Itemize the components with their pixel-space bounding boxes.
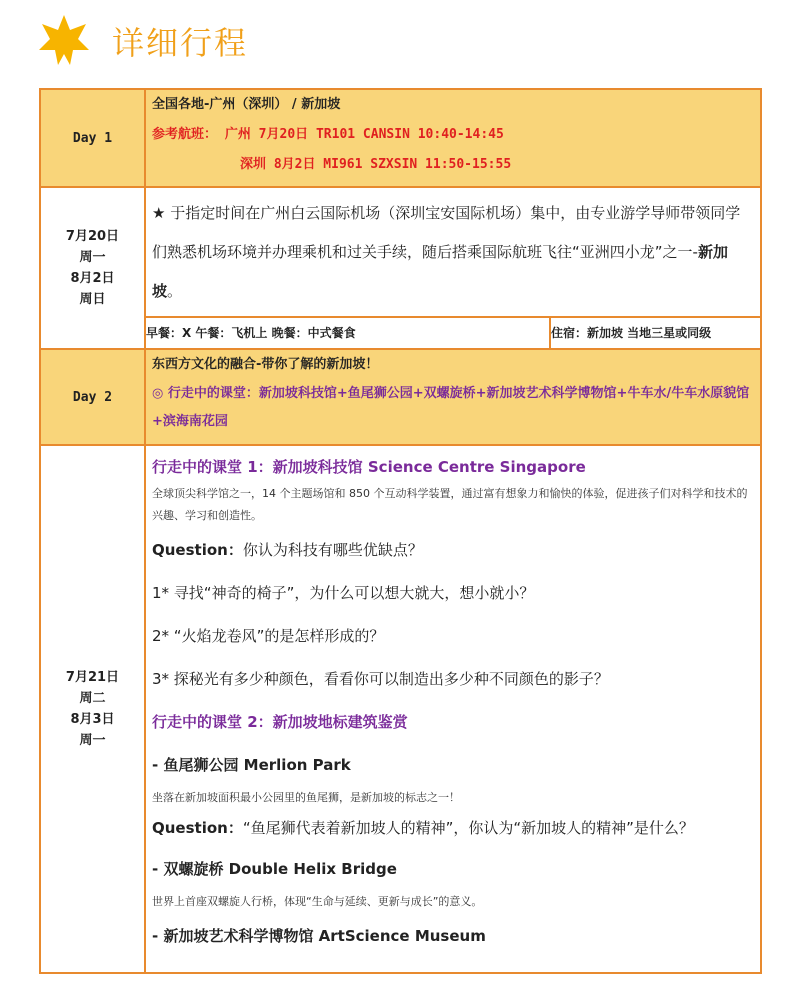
date-line: 周日 (79, 292, 106, 307)
date-line: 8月2日 (70, 271, 115, 286)
question-text: 你认为科技有哪些优缺点？ (242, 541, 423, 559)
day1-description (145, 187, 761, 317)
day1-desc-end: 。 (167, 282, 183, 300)
day1-hotel: 住宿：新加坡 当地三星或同级 (550, 317, 761, 349)
day1-desc-text: ★ 于指定时间在广州白云国际机场（深圳宝安国际机场）集中，由专业游学导师带领同学们熟悉机场环境并办理乘机和过关手续，随后搭乘国际航班飞往“亚洲四小龙”之一- (152, 204, 741, 261)
itinerary-table (39, 88, 762, 974)
museum-title: - 新加坡艺术科学博物馆 ArtScience Museum (152, 927, 486, 945)
question2-label: Question： (152, 819, 243, 837)
section1-title: 行走中的课堂 1：新加坡科技馆 Science Centre Singapore (152, 458, 586, 476)
question1 (146, 539, 760, 560)
day1-flight2: 深圳 8月2日 MI961 SZXSIN 11:50-15:55 (240, 157, 512, 172)
day2-theme: 东西方文化的融合-带你了解的新加坡！ (152, 357, 379, 372)
flight-prefix: 参考航班： (152, 127, 218, 142)
merlion-description: 坐落在新加坡面积最小公园里的鱼尾狮，是新加坡的标志之一！ (152, 791, 460, 804)
section1-description: 全球顶尖科学馆之一，14 个主题场馆和 850 个互动科学装置，通过富有想象力和愉快的体验，促进孩子们对科学和技术的兴趣、学习和创造性。 (152, 487, 748, 522)
q2-item: 2* “火焰龙卷风”的是怎样形成的？ (152, 627, 385, 645)
date-line: 周二 (79, 691, 106, 706)
day1-label: Day 1 (40, 89, 145, 187)
q1-item: 1* 寻找“神奇的椅子”，为什么可以想大就大，想小就小？ (152, 584, 535, 602)
day2-label: Day 2 (40, 349, 145, 445)
day2-details (145, 445, 761, 973)
page-header (0, 0, 800, 88)
page-title: 详细行程 (112, 24, 249, 62)
helix-description: 世界上首座双螺旋人行桥，体现“生命与延续、更新与成长”的意义。 (152, 895, 483, 908)
day1-route: 全国各地-广州（深圳） / 新加坡 (152, 97, 341, 112)
day1-summary (145, 89, 761, 187)
question2 (146, 817, 760, 838)
day2-summary (145, 349, 761, 445)
day2-classroom: ◎ 行走中的课堂：新加坡科技馆+鱼尾狮公园+双螺旋桥+新加坡艺术科学博物馆+牛车水/牛车水原貌馆+滨海南花园 (152, 386, 750, 429)
helix-title: - 双螺旋桥 Double Helix Bridge (152, 860, 397, 878)
question-label: Question： (152, 541, 243, 559)
day1-dates (40, 187, 145, 349)
date-line: 7月21日 (65, 670, 120, 685)
day1-flight1 (146, 120, 760, 150)
date-line: 周一 (79, 250, 106, 265)
q3-item: 3* 探秘光有多少种颜色，看看你可以制造出多少种不同颜色的影子？ (152, 670, 609, 688)
merlion-title: - 鱼尾狮公园 Merlion Park (152, 756, 351, 774)
day2-dates (40, 445, 145, 973)
section2-title: 行走中的课堂 2：新加坡地标建筑鉴赏 (152, 713, 408, 731)
flight1-detail: 广州 7月20日 TR101 CANSIN 10:40-14:45 (224, 127, 504, 142)
day1-meals: 早餐：X 午餐：飞机上 晚餐：中式餐食 (145, 317, 550, 349)
star-icon (38, 14, 90, 66)
day1-desc-bold: 新加坡 (152, 243, 728, 300)
question2-text: “鱼尾狮代表着新加坡人的精神”，你认为“新加坡人的精神”是什么？ (242, 819, 694, 837)
date-line: 7月20日 (65, 229, 120, 244)
date-line: 周一 (79, 733, 106, 748)
date-line: 8月3日 (70, 712, 115, 727)
